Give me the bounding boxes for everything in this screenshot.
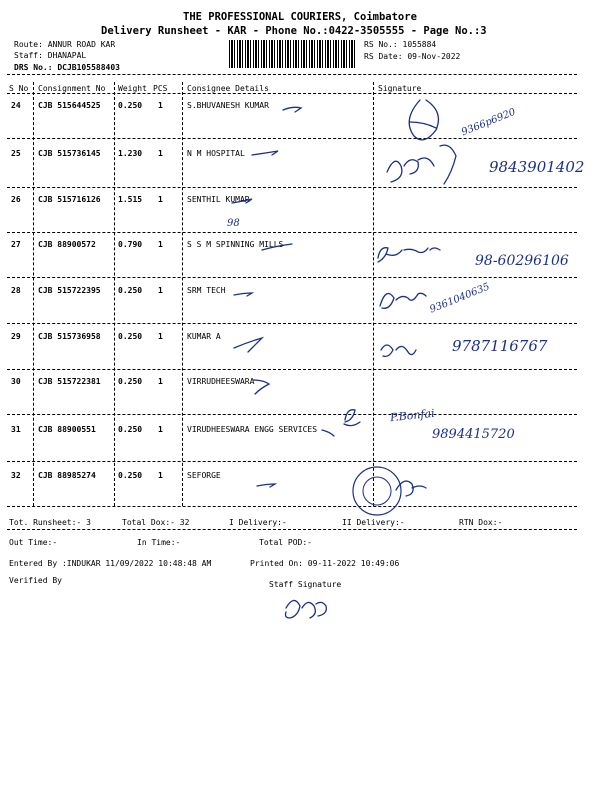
handwritten-note: 98 — [227, 218, 240, 229]
row-consignee: S S M SPINNING MILLS — [187, 240, 284, 249]
row-consignee: VIRUDHEESWARA ENGG SERVICES — [187, 425, 318, 434]
tot-runsheet: Tot. Runsheet:- 3 — [9, 518, 91, 527]
row-consignment-no: CJB 515722381 — [38, 377, 101, 386]
col-header-consignment: Consignment No — [38, 84, 106, 93]
printed-on: Printed On: 09-11-2022 10:49:06 — [250, 559, 400, 568]
col-header-weight: Weight — [118, 84, 147, 93]
row-consignment-no: CJB 515736958 — [38, 332, 101, 341]
handwritten-phone: 9843901402 — [489, 158, 585, 176]
row-pcs: 1 — [158, 149, 163, 158]
row-consignment-no: CJB 88985274 — [38, 471, 96, 480]
row-weight: 0.790 — [118, 240, 143, 249]
verified-by: Verified By — [9, 576, 62, 585]
ii-delivery: II Delivery:- — [342, 518, 405, 527]
i-delivery: I Delivery:- — [229, 518, 287, 527]
row-consignee: KUMAR A — [187, 332, 221, 341]
row-sno: 30 — [11, 377, 21, 386]
row-weight: 0.250 — [118, 332, 143, 341]
row-weight: 0.250 — [118, 425, 143, 434]
footer-rule — [7, 529, 577, 530]
col-header-consignee: Consignee Details — [187, 84, 269, 93]
col-header-signature: Signature — [378, 84, 422, 93]
col-header-pcs: PCS — [153, 84, 168, 93]
out-time: Out Time:- — [9, 538, 58, 547]
row-consignee: SEFORGE — [187, 471, 221, 480]
row-weight: 1.230 — [118, 149, 143, 158]
row-sno: 24 — [11, 101, 21, 110]
entered-by: Entered By :INDUKAR 11/09/2022 10:48:48 AM — [9, 559, 212, 568]
staff-signature-label: Staff Signature — [269, 580, 342, 589]
row-pcs: 1 — [158, 425, 163, 434]
in-time: In Time:- — [137, 538, 181, 547]
drs-number: DRS No.: DCJB105588403 — [14, 63, 120, 72]
row-consignment-no: CJB 88900572 — [38, 240, 96, 249]
row-consignee: SRM TECH — [187, 286, 226, 295]
total-dox: Total Dox:- 32 — [122, 518, 190, 527]
rtn-dox: RTN Dox:- — [459, 518, 503, 527]
row-sno: 25 — [11, 149, 21, 158]
rs-number: RS No.: 1055884 — [364, 40, 437, 49]
handwritten-phone: 9894415720 — [432, 427, 515, 442]
total-pod: Total POD:- — [259, 538, 312, 547]
row-sno: 28 — [11, 286, 21, 295]
row-consignee: SENTHIL KUMAR — [187, 195, 250, 204]
row-weight: 0.250 — [118, 377, 143, 386]
row-consignee: S.BHUVANESH KUMAR — [187, 101, 269, 110]
rs-date: RS Date: 09-Nov-2022 — [364, 52, 461, 61]
row-consignment-no: CJB 515722395 — [38, 286, 101, 295]
row-weight: 0.250 — [118, 101, 143, 110]
row-pcs: 1 — [158, 240, 163, 249]
runsheet-subtitle: Delivery Runsheet - KAR - Phone No.:0422-3505555 - Page No.:3 — [101, 25, 487, 37]
row-consignment-no: CJB 88900551 — [38, 425, 96, 434]
row-sno: 32 — [11, 471, 21, 480]
row-pcs: 1 — [158, 332, 163, 341]
handwritten-phone: 9361040635 — [428, 281, 492, 316]
row-consignee: N M HOSPITAL — [187, 149, 245, 158]
row-pcs: 1 — [158, 471, 163, 480]
handwritten-phone: 9366p6920 — [460, 106, 518, 139]
row-sno: 27 — [11, 240, 21, 249]
row-consignment-no: CJB 515644525 — [38, 101, 101, 110]
route-label: Route: ANNUR ROAD KAR — [14, 40, 116, 49]
staff-label: Staff: DHANAPAL — [14, 51, 87, 60]
row-pcs: 1 — [158, 286, 163, 295]
row-weight: 1.515 — [118, 195, 143, 204]
company-title: THE PROFESSIONAL COURIERS, Coimbatore — [183, 11, 417, 23]
row-pcs: 1 — [158, 195, 163, 204]
row-consignment-no: CJB 515716126 — [38, 195, 101, 204]
handwritten-name: P.Bonfai — [389, 406, 436, 425]
row-pcs: 1 — [158, 101, 163, 110]
row-consignment-no: CJB 515736145 — [38, 149, 101, 158]
handwritten-phone: 98-60296106 — [475, 253, 569, 269]
row-sno: 31 — [11, 425, 21, 434]
row-sno: 26 — [11, 195, 21, 204]
row-consignee: VIRRUDHEESWARA — [187, 377, 255, 386]
col-header-sno: S No — [9, 84, 29, 93]
handwritten-phone: 9787116767 — [452, 337, 548, 355]
row-weight: 0.250 — [118, 471, 143, 480]
row-pcs: 1 — [158, 377, 163, 386]
row-sno: 29 — [11, 332, 21, 341]
row-weight: 0.250 — [118, 286, 143, 295]
